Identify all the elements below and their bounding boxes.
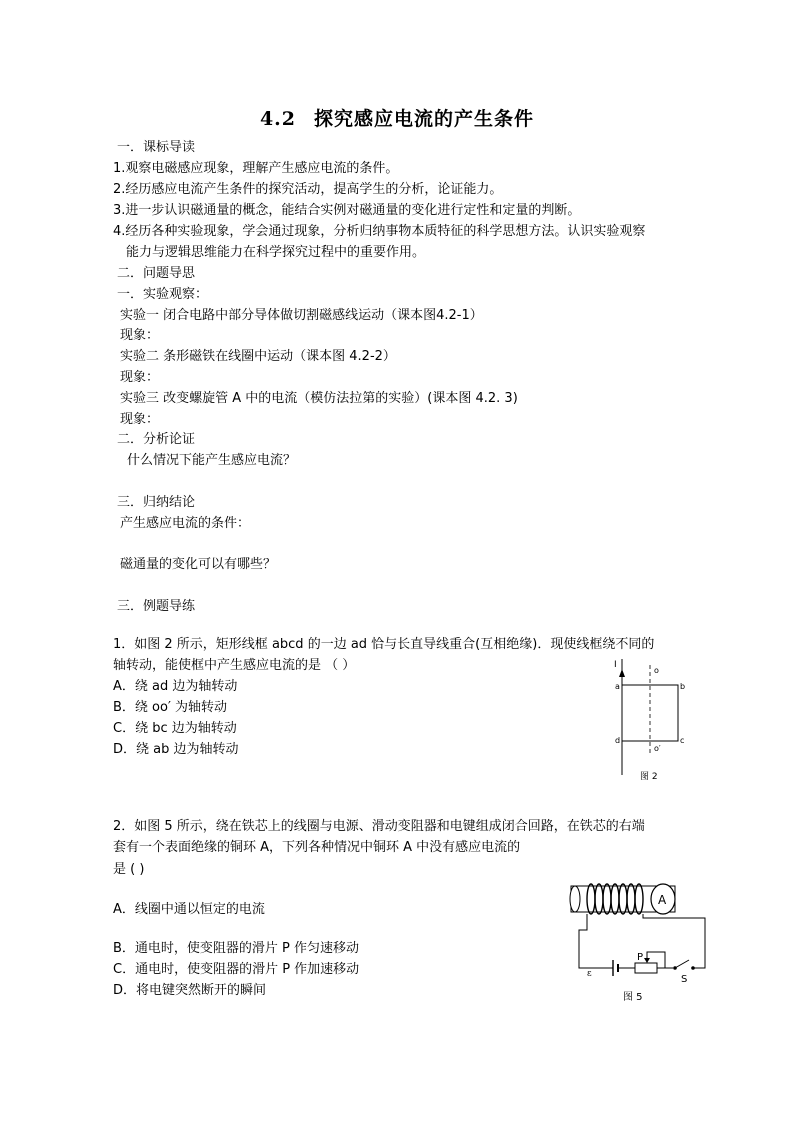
slider-arrow-icon bbox=[644, 958, 650, 963]
figure-5-circuit-diagram bbox=[565, 878, 715, 1006]
curriculum-item-4: 4.经历各种实验现象，学会通过现象，分析归纳事物本质特征的科学思想方法。认识实验观察 bbox=[113, 224, 646, 239]
q2-stem-line-2: 套有一个表面绝缘的铜环 A，下列各种情况中铜环 A 中没有感应电流的 bbox=[113, 840, 521, 855]
q2-option-c: C．通电时，使变阻器的滑片 P 作加速移动 bbox=[113, 962, 360, 977]
label-a: a bbox=[615, 682, 620, 691]
label-o-prime: o′ bbox=[654, 744, 661, 753]
curriculum-item-4-cont: 能力与逻辑思维能力在科学探究过程中的重要作用。 bbox=[126, 245, 426, 260]
section-heading-curriculum: 一．课标导读 bbox=[117, 140, 196, 155]
label-o: o bbox=[654, 666, 659, 675]
analysis-question: 什么情况下能产生感应电流？ bbox=[127, 453, 297, 468]
q2-option-d: D．将电键突然断开的瞬间 bbox=[113, 983, 267, 998]
experiment-1: 实验一 闭合电路中部分导体做切割磁感线运动（课本图4.2-1） bbox=[120, 308, 483, 323]
conclusion-line-2: 磁通量的变化可以有哪些？ bbox=[120, 557, 277, 572]
curriculum-item-2: 2.经历感应电流产生条件的探究活动，提高学生的分析，论证能力。 bbox=[113, 182, 503, 197]
current-arrow-icon bbox=[619, 669, 625, 677]
experiment-3: 实验三 改变螺旋管 A 中的电流（模仿法拉第的实验）(课本图 4.2. 3) bbox=[120, 391, 518, 406]
q2-option-a: A．线圈中通以恒定的电流 bbox=[113, 902, 265, 917]
q1-option-c: C．绕 bc 边为轴转动 bbox=[113, 721, 237, 736]
conclusion-line-1: 产生感应电流的条件： bbox=[120, 516, 251, 531]
curriculum-item-3: 3.进一步认识磁通量的概念，能结合实例对磁通量的变化进行定性和定量的判断。 bbox=[113, 203, 581, 218]
curriculum-item-1: 1.观察电磁感应现象，理解产生感应电流的条件。 bbox=[113, 161, 399, 176]
section-heading-questions: 二．问题导思 bbox=[117, 266, 196, 281]
switch-contact-2 bbox=[691, 966, 695, 970]
label-emf: ε bbox=[587, 969, 592, 979]
section-heading-examples: 三．例题导练 bbox=[117, 599, 196, 614]
q2-stem-line-3: 是 ( ) bbox=[113, 862, 145, 877]
q1-option-a: A．绕 ad 边为轴转动 bbox=[113, 679, 238, 694]
subheading-observation: 一．实验观察： bbox=[117, 287, 209, 302]
q1-option-b: B．绕 oo′ 为轴转动 bbox=[113, 700, 228, 715]
switch-blade bbox=[675, 960, 689, 968]
subheading-analysis: 二．分析论证 bbox=[117, 432, 196, 447]
wire-left bbox=[579, 914, 595, 968]
label-switch-s: S bbox=[681, 974, 688, 985]
rheostat bbox=[635, 963, 657, 973]
q1-stem-line-1: 1．如图 2 所示，矩形线框 abcd 的一边 ad 恰与长直导线重合(互相绝缘)．现使线框绕不同的 bbox=[113, 637, 655, 652]
figure-2-caption: 图 2 bbox=[640, 772, 658, 782]
page-title bbox=[0, 104, 794, 131]
q2-option-b: B．通电时，使变阻器的滑片 P 作匀速移动 bbox=[113, 941, 360, 956]
wire-right bbox=[643, 914, 705, 968]
title-text: 探究感应电流的产生条件 bbox=[314, 108, 535, 130]
title-number: 4.2 bbox=[259, 108, 297, 130]
label-i: I bbox=[614, 660, 617, 670]
section-heading-conclusion: 三．归纳结论 bbox=[117, 495, 196, 510]
label-d: d bbox=[615, 736, 621, 745]
q1-stem-line-2: 轴转动，能使框中产生感应电流的是 （ ） bbox=[113, 658, 356, 673]
label-c: c bbox=[680, 736, 685, 745]
figure-5-caption: 图 5 bbox=[623, 992, 643, 1003]
observation-2: 现象： bbox=[120, 370, 160, 385]
core-end bbox=[570, 886, 580, 912]
label-ring-a: A bbox=[658, 893, 667, 907]
q2-stem-line-1: 2．如图 5 所示，绕在铁芯上的线圈与电源、滑动变阻器和电键组成闭合回路，在铁芯的右端 bbox=[113, 819, 645, 834]
q1-option-d: D．绕 ab 边为轴转动 bbox=[113, 742, 239, 757]
figure-2-rect-loop-diagram bbox=[600, 655, 700, 785]
observation-1: 现象： bbox=[120, 328, 160, 343]
observation-3: 现象： bbox=[120, 412, 160, 427]
label-b: b bbox=[680, 682, 686, 691]
label-slider-p: P bbox=[637, 952, 644, 963]
experiment-2: 实验二 条形磁铁在线圈中运动（课本图 4.2-2） bbox=[120, 349, 396, 364]
